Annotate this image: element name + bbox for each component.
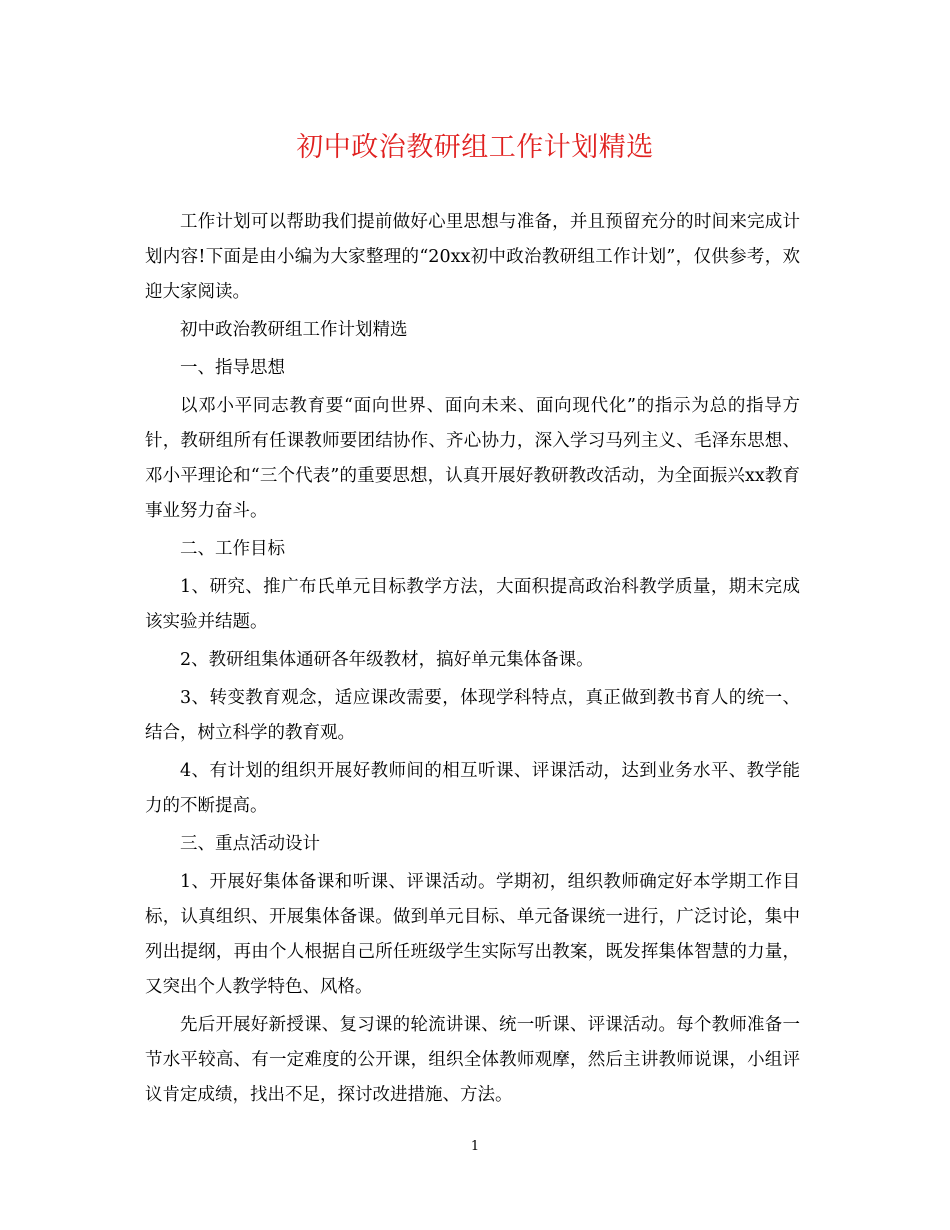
work-goal-item-3: 3、转变教育观念，适应课改需要，体现学科特点，真正做到教书育人的统一、结合，树立科学的教育观。 [145,688,800,743]
subtitle-paragraph: 初中政治教研组工作计划精选 [180,320,408,340]
document-body [145,205,800,1116]
key-activity-item-1: 1、开展好集体备课和听课、评课活动。学期初，组织教师确定好本学期工作目标，认真组织、开展集体备课。做到单元目标、单元备课统一进行，广泛讨论，集中列出提纲，再由个人根据自己所任班级学生实际写出教案，既发挥集体智慧的力量，又突出个人教学特色、风格。 [145,872,800,997]
work-goal-item-4: 4、有计划的组织开展好教师间的相互听课、评课活动，达到业务水平、教学能力的不断提高。 [145,761,800,816]
intro-paragraph: 工作计划可以帮助我们提前做好心里思想与准备，并且预留充分的时间来完成计划内容!下面是由小编为大家整理的“20xx初中政治教研组工作计划”，仅供参考，欢迎大家阅读。 [145,212,800,302]
section-heading-key-activities: 三、重点活动设计 [180,834,320,854]
page-number: 1 [470,1139,480,1154]
work-goal-item-1: 1、研究、推广布氏单元目标教学方法，大面积提高政治科教学质量，期末完成该实验并结题。 [145,577,800,632]
section-heading-work-goals: 二、工作目标 [180,539,285,559]
key-activity-paragraph-2: 先后开展好新授课、复习课的轮流讲课、统一听课、评课活动。每个教师准备一节水平较高、有一定难度的公开课，组织全体教师观摩，然后主讲教师说课，小组评议肯定成绩，找出不足，探讨改进措施、方法。 [145,1015,800,1105]
document-title: 初中政治教研组工作计划精选 [296,132,654,163]
guiding-ideology-paragraph: 以邓小平同志教育要“面向世界、面向未来、面向现代化”的指示为总的指导方针，教研组所有任课教师要团结协作、齐心协力，深入学习马列主义、毛泽东思想、邓小平理论和“三个代表”的重要思想，认真开展好教研教改活动，为全面振兴xx教育事业努力奋斗。 [145,396,800,521]
work-goal-item-2: 2、教研组集体通研各年级教材，搞好单元集体备课。 [180,650,594,670]
section-heading-guiding-ideology: 一、指导思想 [180,358,285,378]
